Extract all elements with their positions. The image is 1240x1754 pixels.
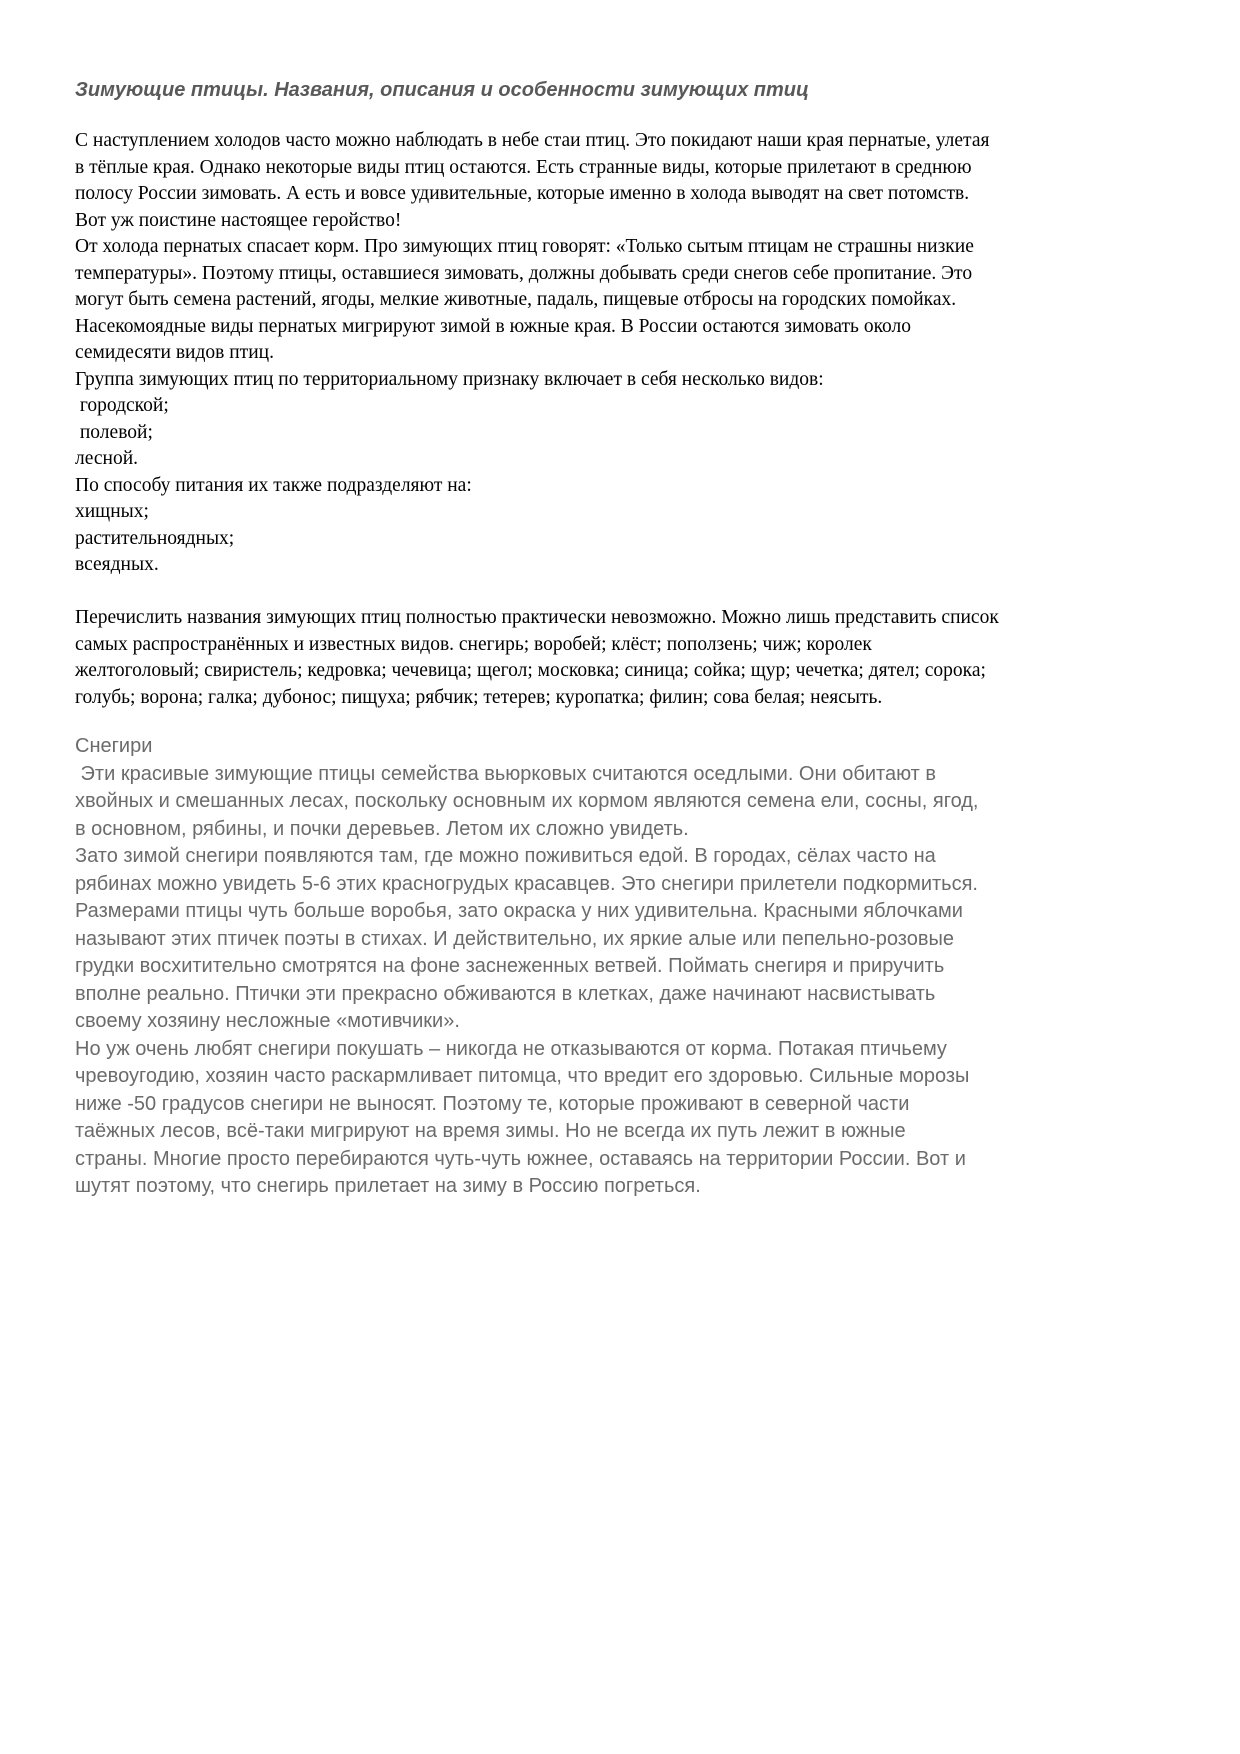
diet-item-predatory: хищных;: [75, 501, 149, 522]
intro-text: [75, 128, 1175, 711]
intro-line: Вот уж поистине настоящее геройство!: [75, 209, 402, 231]
document-title: Зимующие птицы. Названия, описания и особенности зимующих птиц: [75, 79, 809, 101]
section-line: страны. Многие просто перебираются чуть-чуть южнее, оставаясь на территории России. Вот и: [75, 1147, 966, 1170]
species-list-line: голубь; ворона; галка; дубонос; пищуха; рябчик; тетерев; куропатка; филин; сова белая; неясыть.: [75, 686, 883, 708]
intro-line: От холода пернатых спасает корм. Про зимующих птиц говорят: «Только сытым птицам не страшны низкие: [75, 236, 974, 257]
section-line: таёжных лесов, всё-таки мигрируют на время зимы. Но не всегда их путь лежит в южные: [75, 1120, 906, 1142]
section-line: Размерами птицы чуть больше воробья, зато окраска у них удивительна. Красными яблочками: [75, 900, 963, 922]
section-line: Зато зимой снегири появляются там, где можно поживиться едой. В городах, сёлах часто на: [75, 845, 936, 867]
species-list-line: желтоголовый; свиристель; кедровка; чечевица; щегол; московка; синица; сойка; щур; чечетка; дятел; сорока;: [75, 660, 986, 681]
territory-item-urban: городской;: [75, 395, 169, 416]
intro-line: С наступлением холодов часто можно наблюдать в небе стаи птиц. Это покидают наши края пернатые, улетая: [75, 130, 990, 151]
section-line: называют этих птичек поэты в стихах. И действительно, их яркие алые или пепельно-розовые: [75, 927, 954, 950]
territory-item-field: полевой;: [75, 421, 153, 443]
intro-line: По способу питания их также подразделяют на:: [75, 474, 472, 496]
section-line: своему хозяину несложные «мотивчики».: [75, 1010, 460, 1032]
territory-item-forest: лесной.: [75, 448, 139, 469]
section-line: в основном, рябины, и почки деревьев. Летом их сложно увидеть.: [75, 817, 689, 840]
section-line: вполне реально. Птички эти прекрасно обживаются в клетках, даже начинают насвистывать: [75, 982, 936, 1005]
intro-line: полосу России зимовать. А есть и вовсе удивительные, которые именно в холода выводят на свет потомств.: [75, 183, 970, 204]
species-list-line: Перечислить названия зимующих птиц полностью практически невозможно. Можно лишь представить список: [75, 607, 999, 628]
section-line: рябинах можно увидеть 5-6 этих красногрудых красавцев. Это снегири прилетели подкормиться.: [75, 872, 978, 895]
intro-line: Насекомоядные виды пернатых мигрируют зимой в южные края. В России остаются зимовать около: [75, 315, 912, 337]
section-line: шутят поэтому, что снегирь прилетает на зиму в Россию погреться.: [75, 1175, 701, 1197]
intro-line: могут быть семена растений, ягоды, мелкие животные, падаль, пищевые отбросы на городских помойках.: [75, 289, 957, 310]
section-line: чревоугодию, хозяин часто раскармливает питомца, что вредит его здоровью. Сильные морозы: [75, 1065, 970, 1087]
intro-line: Группа зимующих птиц по территориальному признаку включает в себя несколько видов:: [75, 368, 824, 390]
intro-line: температуры». Поэтому птицы, оставшиеся зимовать, должны добывать среди снегов себе пропитание. Это: [75, 262, 973, 284]
diet-item-omnivorous: всеядных.: [75, 554, 159, 575]
section-line: хвойных и смешанных лесах, поскольку основным их кормом являются семена ели, сосны, ягод,: [75, 790, 979, 812]
section-line: ниже -50 градусов снегири не выносят. Поэтому те, которые проживают в северной части: [75, 1092, 910, 1115]
section-heading: Снегири: [75, 735, 153, 757]
paragraph-gap: [75, 579, 1175, 606]
species-list-line: самых распространённых и известных видов. снегирь; воробей; клёст; поползень; чиж; королек: [75, 633, 872, 655]
diet-item-herbivorous: растительноядных;: [75, 527, 235, 549]
section-line: грудки восхитительно смотрятся на фоне заснеженных ветвей. Поймать снегиря и приручить: [75, 955, 945, 977]
bullfinch-section: [75, 733, 1185, 1201]
section-line: Но уж очень любят снегири покушать – никогда не отказываются от корма. Потакая птичьему: [75, 1037, 947, 1060]
intro-line: в тёплые края. Однако некоторые виды птиц остаются. Есть странные виды, которые прилетают в среднюю: [75, 156, 972, 178]
intro-line: семидесяти видов птиц.: [75, 342, 274, 363]
section-line: Эти красивые зимующие птицы семейства вьюрковых считаются оседлыми. Они обитают в: [75, 762, 936, 785]
